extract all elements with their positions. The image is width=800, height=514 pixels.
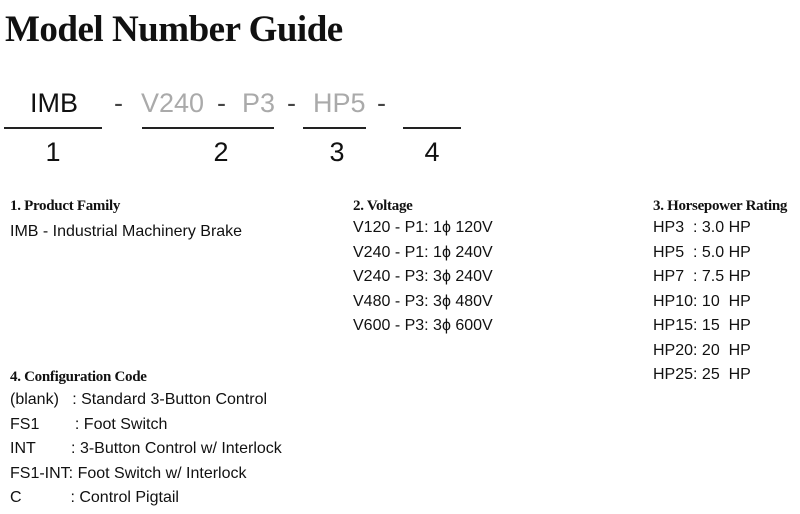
segment-number-1: 1 [45, 137, 61, 167]
underline-4 [403, 127, 461, 129]
list-item: HP25: 25 HP [653, 366, 751, 383]
page-title: Model Number Guide [5, 9, 343, 50]
model-separator: - [377, 88, 386, 118]
product-family-list [10, 220, 242, 245]
horsepower-list [653, 216, 751, 388]
list-item: V120 - P1: 1ϕ 120V [353, 219, 493, 236]
segment-number-3: 3 [329, 137, 345, 167]
model-code-horsepower: HP5 [313, 88, 366, 118]
list-item: HP15: 15 HP [653, 317, 751, 334]
underline-2 [142, 127, 274, 129]
list-item: HP5 : 5.0 HP [653, 243, 751, 261]
list-item: FS1 : Foot Switch [10, 415, 168, 433]
list-item: C : Control Pigtail [10, 489, 179, 506]
model-separator: - [287, 88, 296, 118]
configuration-list [10, 388, 282, 511]
underline-1 [4, 127, 102, 129]
list-item: HP20: 20 HP [653, 341, 751, 359]
voltage-list [353, 216, 493, 339]
list-item: IMB - Industrial Machinery Brake [10, 223, 243, 240]
list-item: HP7 : 7.5 HP [653, 268, 751, 285]
model-code-phase: P3 [242, 88, 276, 118]
list-item: V480 - P3: 3ϕ 480V [353, 292, 493, 310]
list-item: V240 - P1: 1ϕ 240V [353, 243, 493, 261]
list-item: FS1-INT: Foot Switch w/ Interlock [10, 464, 247, 482]
segment-number-4: 4 [424, 137, 440, 167]
model-separator: - [114, 88, 123, 118]
list-item: HP10: 10 HP [653, 292, 751, 310]
list-item: V600 - P3: 3ϕ 600V [353, 317, 493, 334]
underline-3 [303, 127, 366, 129]
product-family-heading: 1. Product Family [10, 198, 121, 214]
list-item: V240 - P3: 3ϕ 240V [353, 268, 493, 285]
list-item: (blank) : Standard 3-Button Control [10, 391, 268, 408]
model-separator: - [217, 88, 226, 118]
model-code-family: IMB [30, 88, 79, 118]
list-item: HP3 : 3.0 HP [653, 219, 751, 236]
horsepower-heading: 3. Horsepower Rating [653, 198, 788, 214]
model-code-voltage: V240 [141, 88, 205, 118]
list-item: INT : 3-Button Control w/ Interlock [10, 440, 282, 457]
configuration-heading: 4. Configuration Code [10, 369, 147, 385]
voltage-heading: 2. Voltage [353, 198, 413, 214]
segment-number-2: 2 [213, 137, 229, 167]
